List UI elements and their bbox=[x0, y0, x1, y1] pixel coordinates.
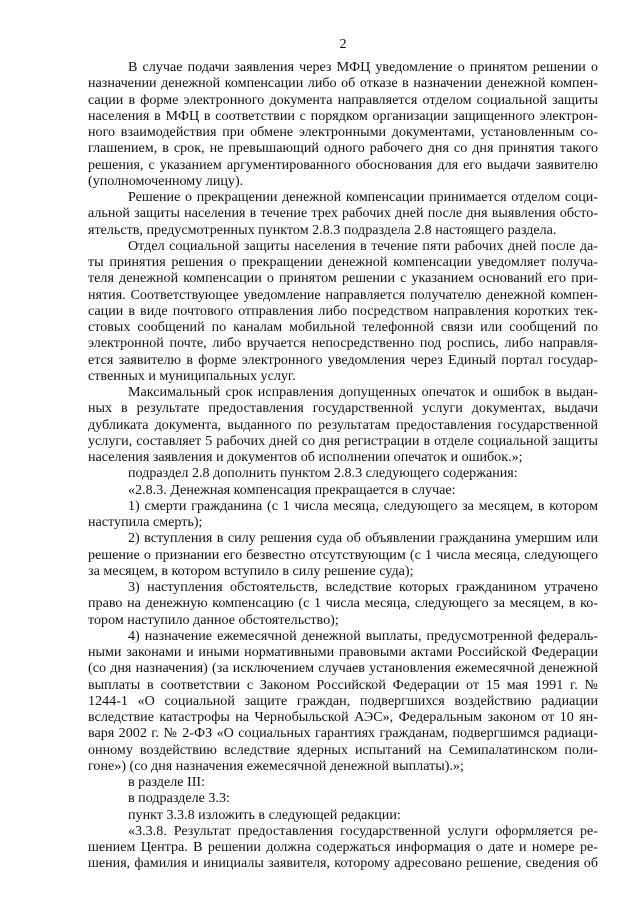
text-line: населения заявления и документов об исполнении опечаток и ошибок.»; bbox=[88, 449, 523, 465]
text-line: ными законами и иными нормативными правовыми актами Российской Федерации bbox=[88, 644, 598, 660]
text-line: «2.8.3. Денежная компенсация прекращается в случае: bbox=[128, 481, 456, 498]
text-line: сации в виде почтового отправления либо посредством направления коротких тек- bbox=[88, 302, 598, 319]
text-line: Решение о прекращении денежной компенсации принимается отделом соци- bbox=[128, 189, 598, 205]
paragraph bbox=[88, 823, 598, 872]
paragraph bbox=[88, 530, 598, 579]
text-line: наступила смерть); bbox=[88, 514, 203, 530]
paragraph bbox=[88, 790, 598, 806]
text-line: 2) вступления в силу решения суда об объявлении гражданина умершим или bbox=[128, 530, 598, 547]
text-line: шения, фамилия и инициалы заявителя, которому адресовано решение, сведения об bbox=[88, 855, 598, 872]
text-line: в подразделе 3.3: bbox=[128, 790, 230, 807]
text-line: теля денежной компенсации о принятом решении с указанием оснований его при- bbox=[88, 270, 598, 287]
text-line: варя 2002 г. № 2-ФЗ «О социальных гарантиях гражданам, подвергшимся радиаци- bbox=[88, 725, 598, 742]
paragraph bbox=[88, 807, 598, 823]
text-line: тором наступило данное обстоятельство); bbox=[88, 611, 339, 628]
paragraph bbox=[88, 774, 598, 790]
text-line: 3) наступления обстоятельств, вследствие которых гражданином утрачено bbox=[128, 579, 598, 595]
text-line: В случае подачи заявления через МФЦ уведомление о принятом решении о bbox=[128, 59, 598, 75]
text-line: подраздел 2.8 дополнить пунктом 2.8.3 следующего содержания: bbox=[128, 465, 518, 482]
text-line: выплаты в соответствии с Законом Российской Федерации от 15 мая 1991 г. № bbox=[88, 676, 598, 693]
paragraph bbox=[88, 498, 598, 531]
paragraph bbox=[88, 579, 598, 628]
text-line: Отдел социальной защиты населения в течение пяти рабочих дней после да- bbox=[128, 237, 598, 254]
text-line: стовых сообщений по каналам мобильной телефонной связи или сообщений по bbox=[88, 319, 598, 335]
text-line: ственных и муниципальных услуг. bbox=[88, 367, 296, 384]
text-line: за месяцем, в котором вступило в силу решение суда); bbox=[88, 562, 414, 579]
page-number: 2 bbox=[339, 36, 347, 52]
paragraph bbox=[88, 628, 598, 774]
text-line: населения в МФЦ в соответствии с порядком организации защищенного электрон- bbox=[88, 107, 598, 124]
text-line: право на денежную компенсацию (с 1 числа месяца, следующего за месяцем, в ко- bbox=[88, 595, 598, 612]
text-line: Максимальный срок исправления допущенных опечаток и ошибок в выдан- bbox=[128, 384, 598, 400]
text-line: ется заявителю в форме электронного уведомления через Единый портал государ- bbox=[88, 351, 598, 368]
text-line: шением Центра. В решении должна содержаться информация о дате и номере ре- bbox=[88, 839, 598, 855]
text-line: ного взаимодействия при обмене электронными документами, установленным со- bbox=[88, 124, 598, 140]
text-line: назначении денежной компенсации либо об отказе в назначении денежной компен- bbox=[88, 75, 598, 92]
text-line: ных в результате предоставления государственной услуги документах, выдачи bbox=[88, 400, 598, 417]
document-page bbox=[88, 36, 598, 872]
text-line: дубликата документа, выданного по результатам предоставления государственной bbox=[88, 416, 598, 433]
text-line: «3.3.8. Результат предоставления государственной услуги оформляется ре- bbox=[128, 822, 598, 839]
text-line: решения, с указанием аргументированного обоснования для его выдачи заявителю bbox=[88, 156, 598, 173]
paragraph bbox=[88, 482, 598, 498]
paragraph bbox=[88, 238, 598, 384]
text-line: электронной почте, либо вручается непосредственно под роспись, либо направля- bbox=[88, 335, 598, 352]
text-line: онному воздействию вследствие ядерных испытаний на Семипалатинском поли- bbox=[88, 741, 598, 758]
text-line: пункт 3.3.8 изложить в следующей редакции: bbox=[128, 806, 401, 823]
text-line: нятия. Соответствующее уведомление направляется получателю денежной компен- bbox=[88, 286, 598, 303]
text-line: 1244-1 «О социальной защите граждан, подвергшихся воздействию радиации bbox=[88, 692, 598, 709]
text-line: вследствие катастрофы на Чернобыльской АЭС», Федеральным законом от 10 ян- bbox=[88, 709, 598, 725]
text-line: ты принятия решения о прекращении денежной компенсации уведомляет получа- bbox=[88, 254, 598, 270]
text-line: гоне») (со дня назначения ежемесячной денежной выплаты).»; bbox=[88, 757, 464, 774]
text-line: (уполномоченному лицу). bbox=[88, 172, 244, 189]
text-line: в разделе III: bbox=[128, 774, 206, 790]
text-line: сации в форме электронного документа направляется отделом социальной защиты bbox=[88, 91, 598, 108]
text-line: 1) смерти гражданина (с 1 числа месяца, следующего за месяцем, в котором bbox=[128, 497, 598, 514]
text-line: (со дня назначения) (за исключением случаев установления ежемесячной денежной bbox=[88, 660, 598, 677]
text-line: ятельств, предусмотренных пунктом 2.8.3 подраздела 2.8 настоящего раздела. bbox=[88, 221, 557, 238]
text-line: альной защиты населения в течение трех рабочих дней после дня выявления обсто- bbox=[88, 205, 598, 222]
text-line: 4) назначение ежемесячной денежной выплаты, предусмотренной федераль- bbox=[128, 627, 598, 644]
text-line: глашением, в срок, не превышающий одного рабочего дня со дня принятия такого bbox=[88, 140, 598, 157]
document-body bbox=[88, 59, 598, 872]
paragraph bbox=[88, 59, 598, 189]
paragraph bbox=[88, 189, 598, 238]
text-line: услуги, составляет 5 рабочих дней со дня регистрации в отделе социальной защиты bbox=[88, 432, 598, 449]
paragraph bbox=[88, 384, 598, 465]
text-line: решение о признании его безвестно отсутствующим (с 1 числа месяца, следующего bbox=[88, 546, 598, 563]
paragraph bbox=[88, 465, 598, 481]
